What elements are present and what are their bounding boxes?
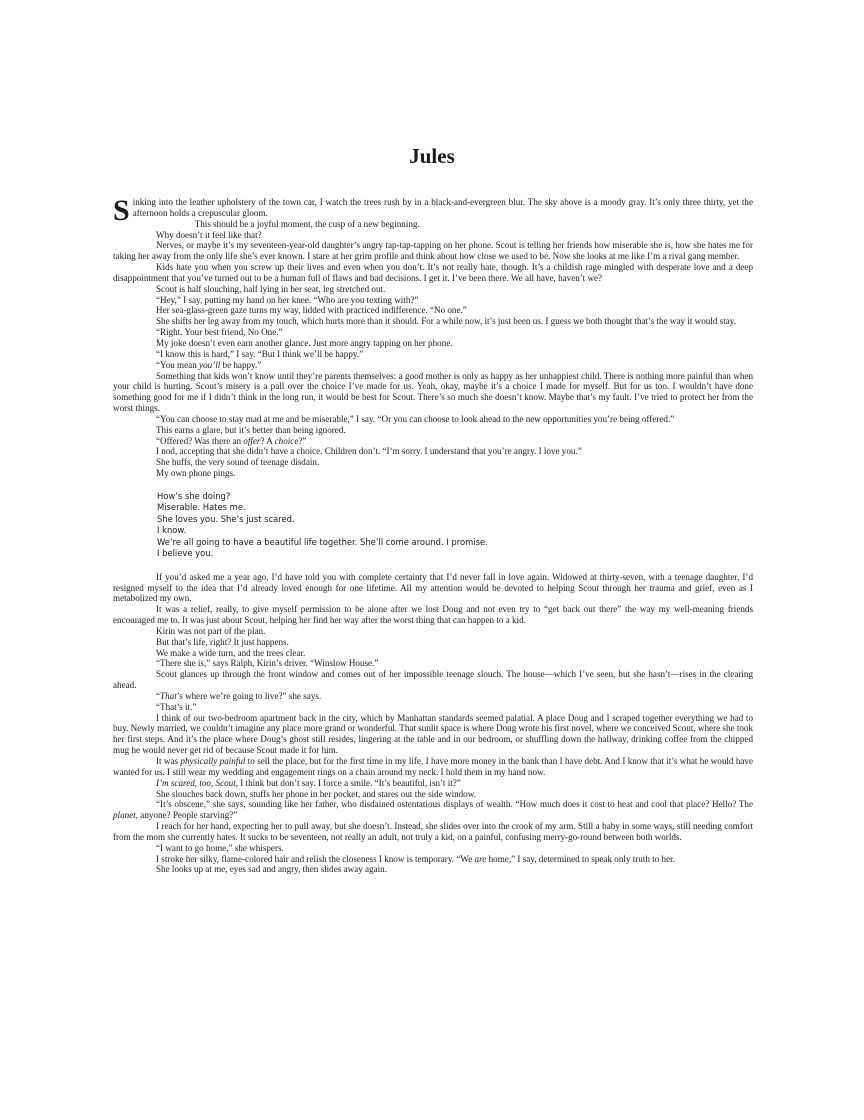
paragraph: Something that kids won’t know until they’re parents themselves: a good mother is only as happy as her unhappiest child. There is nothing more painful than when your child is hurting. Scout’s misery is a pall over the choice I’ve made for us. Yeah, okay, maybe it’s a choice I made for myself. But for us too. I wouldn’t have done something good for me if I didn’t think in the long run, it would be best for Scout. There’s so much she doesn’t know. Maybe that’s my fault. I’ve tried to protect her from the worst things.: [113, 370, 753, 414]
paragraph: I nod, accepting that she didn’t have a choice. Children don’t. “I’m sorry. I understand that you’re angry. I love you.”: [156, 446, 582, 457]
paragraph: “Hey,” I say, putting my hand on her knee. “Who are you texting with?”: [156, 294, 419, 305]
paragraph: “You mean you’ll be happy.”: [156, 359, 262, 370]
paragraph: “It’s obscene,” she says, sounding like her father, who disdained ostentatious displays of wealth. “How much does it cost to heat and cool that place? Hello? The planet, anyone? People starving?”: [113, 799, 753, 821]
paragraph: “That’s where we’re going to live?” she says.: [156, 690, 322, 701]
paragraph: If you’d asked me a year ago, I’d have told you with complete certainty that I’d never fall in love again. Widowed at thirty-seven, with a teenage daughter, I’d resigned myself to the idea that I’d already loved enough for one lifetime. All my attention would be devoted to helping Scout through her trauma and grief, even as I metabolized my own.: [113, 571, 753, 604]
paragraph: I reach for her hand, expecting her to pull away, but she doesn’t. Instead, she slides over into the crook of my arm. Still a baby in some ways, still needing comfort from the mom she currently hates. It sucks to be seventeen, not really an adult, not truly a kid, on a painful, confusing merry-go-round between both worlds.: [113, 821, 753, 842]
paragraph: “You can choose to stay mad at me and be miserable,” I say. “Or you can choose to look ahead to the new opportunities you’re being offered.”: [156, 413, 675, 424]
paragraph: Kids hate you when you screw up their lives and even when you don’t. It’s not really hate, though. It’s a childish rage mingled with desperate love and a deep disappointment that you’ve turned out to be a human full of flaws and bad decisions. I get it. I’ve been there. We all have, haven’t we?: [113, 262, 753, 283]
paragraph: Scout glances up through the front window and comes out of her impossible teenage slouch. The house—which I’ve seen, but she hasn’t—rises in the clearing ahead.: [113, 669, 753, 691]
paragraph: Why doesn’t it feel like that?: [156, 229, 262, 240]
paragraph: My own phone pings.: [156, 468, 236, 479]
paragraph: It was physically painful to sell the place, but for the first time in my life, I have more money in the bank than I have debt. And I know that it’s what he would have wanted for us. I still wear my wedding and engagement rings on a chain around my neck. I hold them in my hand now.: [113, 756, 753, 777]
paragraph: Kirin was not part of the plan.: [156, 625, 266, 636]
paragraph: “Offered? Was there an offer? A choice?”: [156, 435, 307, 446]
paragraph: It was a relief, really, to give myself permission to be alone after we lost Doug and not even try to “get back out there” the way my well-meaning friends encouraged me to. It was just about Scout, helping her find her way after the worst thing that can happen to a kid.: [113, 604, 753, 626]
drop-cap: S: [113, 194, 130, 227]
paragraph: Her sea-glass-green gaze turns my way, lidded with practiced indifference. “No one.”: [156, 305, 467, 316]
paragraph: I think of our two-bedroom apartment back in the city, which by Manhattan standards seemed palatial. A place Doug and I scraped together everything we had to buy. Newly married, we couldn’t imagine any place more grand or wonderful. That sunlit space is where Doug wrote his first novel, where we conceived Scout, where she took her first steps. And it’s the place where Doug’s ghost still resides, lingering at the table and in our bedroom, or shuffling down the hallway, drinking coffee from the chipped mug he would never get rid of because Scout made it for him.: [113, 712, 753, 756]
text-message: She loves you. She’s just scared.: [157, 513, 295, 524]
text-message: Miserable. Hates me.: [157, 502, 246, 513]
paragraph: “There she is,” says Ralph, Kirin’s driver. “Winslow House.”: [156, 658, 379, 669]
paragraph: She huffs, the very sound of teenage disdain.: [156, 457, 320, 468]
paragraph: We make a wide turn, and the trees clear.: [156, 647, 306, 658]
paragraph: My joke doesn’t even earn another glance. Just more angry tapping on her phone.: [156, 337, 453, 348]
text-message: I believe you.: [157, 548, 214, 559]
paragraph: She slouches back down, stuffs her phone in her pocket, and stares out the side window.: [156, 788, 476, 799]
paragraph: Sinking into the leather upholstery of the town car, I watch the trees rush by in a black-and-evergreen blur. The sky above is a moody gray. It’s only three thirty, yet the afternoon holds a crepuscular gloom.: [113, 194, 753, 227]
text-message: We’re all going to have a beautiful life together. She’ll come around. I promise.: [157, 536, 488, 547]
paragraph: Nerves, or maybe it’s my seventeen-year-old daughter’s angry tap-tap-tapping on her phone. Scout is telling her friends how miserable she is, how she hates me for taking her away from the only life she’s ever known. I stare at her grim profile and think about how close we used to be. Now she looks at me like I’m a rival gang member.: [113, 240, 753, 262]
paragraph: Scout is half slouching, half lying in her seat, leg stretched out.: [156, 283, 386, 294]
text-message: I know.: [157, 525, 187, 536]
paragraph: She looks up at me, eyes sad and angry, then slides away again.: [156, 864, 387, 875]
text-message: How’s she doing?: [157, 490, 231, 501]
paragraph: This earns a glare, but it’s better than being ignored.: [156, 424, 346, 435]
paragraph: She shifts her leg away from my touch, which hurts more than it should. For a while now, it’s just been us. I guess we both thought that’s the way it would stay.: [156, 316, 736, 327]
paragraph: This should be a joyful moment, the cusp of a new beginning.: [194, 218, 420, 229]
paragraph: “That’s it.”: [156, 701, 197, 712]
paragraph: “I want to go home,” she whispers.: [156, 842, 284, 853]
paragraph: But that’s life, right? It just happens.: [156, 636, 289, 647]
text-message-exchange: [157, 491, 753, 560]
paragraph: I stroke her silky, flame-colored hair and relish the closeness I know is temporary. “We are home,” I say, determined to speak only truth to her.: [156, 853, 675, 864]
paragraph: “Right. Your best friend, No One.”: [156, 327, 283, 338]
chapter-body: [113, 194, 753, 875]
paragraph: “I know this is hard,” I say. “But I think we’ll be happy.”: [156, 348, 364, 359]
paragraph: I’m scared, too, Scout, I think but don’t say. I force a smile. “It’s beautiful, isn’t it?”: [156, 777, 461, 788]
chapter-title: Jules: [409, 144, 455, 168]
